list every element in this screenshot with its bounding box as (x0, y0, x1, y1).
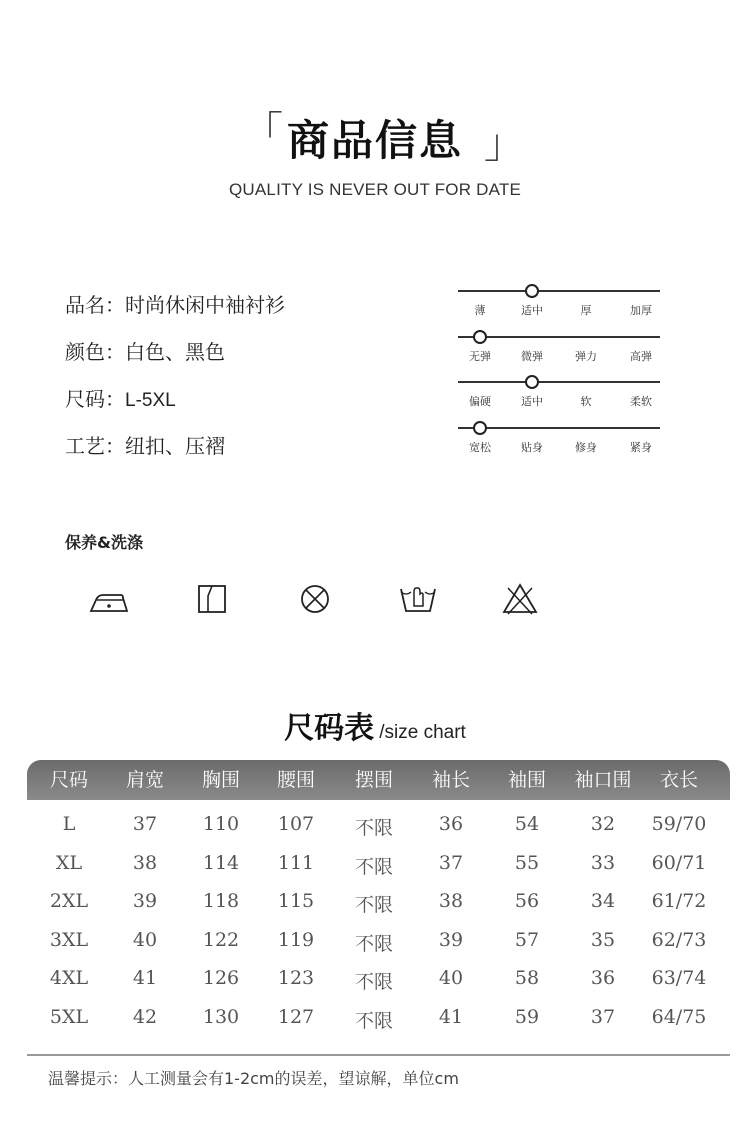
table-cell: 58 (514, 967, 540, 989)
divider (27, 1054, 730, 1056)
info-value: 纽扣、压褶 (125, 434, 225, 458)
table-cell: 60/71 (651, 852, 707, 874)
table-cell: 37 (132, 813, 158, 835)
table-header-cell: 摆围 (354, 769, 394, 791)
scale-label: 薄 (474, 304, 486, 317)
info-key: 尺码： (65, 387, 125, 411)
table-cell: 39 (438, 929, 464, 951)
table-cell: 62/73 (651, 929, 707, 951)
table-header-cell: 胸围 (201, 769, 241, 791)
table-cell: 40 (438, 967, 464, 989)
table-cell: 38 (132, 852, 158, 874)
table-header-cell: 袖长 (431, 769, 471, 791)
scale-label: 修身 (575, 441, 597, 454)
table-header-cell: 腰围 (276, 769, 316, 791)
scale-marker (473, 330, 487, 344)
table-cell: 不限 (354, 894, 394, 916)
size-table-header (27, 760, 730, 800)
page-title: 商品信息 (286, 116, 463, 165)
table-cell: 36 (438, 813, 464, 835)
table-cell: 33 (590, 852, 616, 874)
table-row (27, 890, 730, 920)
attribute-scale (458, 381, 660, 421)
care-title: 保养&洗涤 (65, 533, 143, 552)
table-cell: 61/72 (651, 890, 707, 912)
scale-marker (525, 375, 539, 389)
table-cell: 不限 (354, 817, 394, 839)
close-bracket: 」 (484, 121, 524, 167)
attribute-scale (458, 336, 660, 376)
table-cell: 3XL (49, 929, 89, 951)
info-row-craft (65, 430, 225, 459)
table-cell: 55 (514, 852, 540, 874)
scale-label: 厚 (580, 304, 592, 317)
table-cell: 59/70 (651, 813, 707, 835)
table-cell: 126 (202, 967, 240, 989)
table-cell: 57 (514, 929, 540, 951)
table-row (27, 852, 730, 882)
line-dry-icon (192, 580, 232, 620)
table-cell: 不限 (354, 1010, 394, 1032)
table-cell: 41 (438, 1006, 464, 1028)
table-header-cell: 尺码 (49, 769, 89, 791)
scale-line (458, 336, 660, 338)
attribute-scale (458, 290, 660, 330)
scale-label: 适中 (521, 395, 543, 408)
table-row (27, 929, 730, 959)
size-chart-title-en: /size chart (379, 722, 466, 743)
size-chart-title-cn: 尺码表 (284, 711, 375, 746)
scale-line (458, 381, 660, 383)
table-cell: 42 (132, 1006, 158, 1028)
do-not-bleach-icon (500, 580, 540, 620)
table-cell: 119 (277, 929, 315, 951)
scale-label: 宽松 (469, 441, 491, 454)
scale-label: 适中 (521, 304, 543, 317)
scale-line (458, 290, 660, 292)
do-not-tumble-dry-icon (295, 580, 335, 620)
table-cell: 123 (277, 967, 315, 989)
scale-label: 微弹 (521, 350, 543, 363)
table-cell: XL (55, 852, 83, 874)
open-bracket: 「 (243, 109, 283, 155)
page-subtitle: QUALITY IS NEVER OUT FOR DATE (228, 180, 522, 199)
scale-marker (473, 421, 487, 435)
size-chart-title (0, 703, 750, 747)
scale-label: 无弹 (469, 350, 491, 363)
attribute-scale (458, 427, 660, 467)
table-header-cell: 肩宽 (125, 769, 165, 791)
table-header-cell: 袖围 (507, 769, 547, 791)
scale-label: 加厚 (630, 304, 652, 317)
scale-label: 贴身 (521, 441, 543, 454)
scale-label: 弹力 (575, 350, 597, 363)
table-cell: 32 (590, 813, 616, 835)
table-cell: 37 (438, 852, 464, 874)
scale-label: 偏硬 (469, 395, 491, 408)
table-cell: 115 (277, 890, 315, 912)
table-cell: 不限 (354, 933, 394, 955)
table-cell: 36 (590, 967, 616, 989)
table-cell: 122 (202, 929, 240, 951)
table-cell: 110 (202, 813, 240, 835)
scale-marker (525, 284, 539, 298)
measurement-note: 温馨提示：人工测量会有1-2cm的误差，望谅解，单位cm (48, 1069, 459, 1088)
table-cell: 41 (132, 967, 158, 989)
table-cell: 63/74 (651, 967, 707, 989)
table-cell: 59 (514, 1006, 540, 1028)
table-cell: 54 (514, 813, 540, 835)
scale-line (458, 427, 660, 429)
scale-label: 紧身 (630, 441, 652, 454)
info-row-size (65, 383, 176, 412)
table-cell: 2XL (49, 890, 89, 912)
table-cell: 5XL (49, 1006, 89, 1028)
table-cell: 130 (202, 1006, 240, 1028)
table-header-cell: 袖口围 (574, 769, 632, 791)
scale-label: 软 (580, 395, 592, 408)
table-row (27, 813, 730, 843)
table-cell: 39 (132, 890, 158, 912)
info-value: 白色、黑色 (125, 340, 225, 364)
table-cell: 107 (277, 813, 315, 835)
info-value: L-5XL (125, 390, 176, 411)
hand-wash-icon (398, 580, 438, 620)
table-cell: 114 (202, 852, 240, 874)
table-cell: 118 (202, 890, 240, 912)
table-row (27, 1006, 730, 1036)
info-row-name (65, 289, 285, 318)
info-value: 时尚休闲中袖衬衫 (125, 293, 285, 317)
table-row (27, 967, 730, 997)
table-cell: 不限 (354, 971, 394, 993)
table-cell: 40 (132, 929, 158, 951)
iron-low-temp-icon (89, 580, 129, 620)
table-cell: 4XL (49, 967, 89, 989)
scale-label: 柔软 (630, 395, 652, 408)
table-header-cell: 衣长 (659, 769, 699, 791)
table-cell: 38 (438, 890, 464, 912)
table-cell: 127 (277, 1006, 315, 1028)
table-cell: 64/75 (651, 1006, 707, 1028)
scale-label: 高弹 (630, 350, 652, 363)
table-cell: 56 (514, 890, 540, 912)
table-cell: 35 (590, 929, 616, 951)
info-key: 品名： (65, 293, 125, 317)
table-cell: 34 (590, 890, 616, 912)
table-cell: 不限 (354, 856, 394, 878)
info-key: 颜色： (65, 340, 125, 364)
table-cell: L (62, 813, 76, 835)
info-key: 工艺： (65, 434, 125, 458)
table-cell: 37 (590, 1006, 616, 1028)
table-cell: 111 (277, 852, 315, 874)
info-row-color (65, 336, 225, 365)
